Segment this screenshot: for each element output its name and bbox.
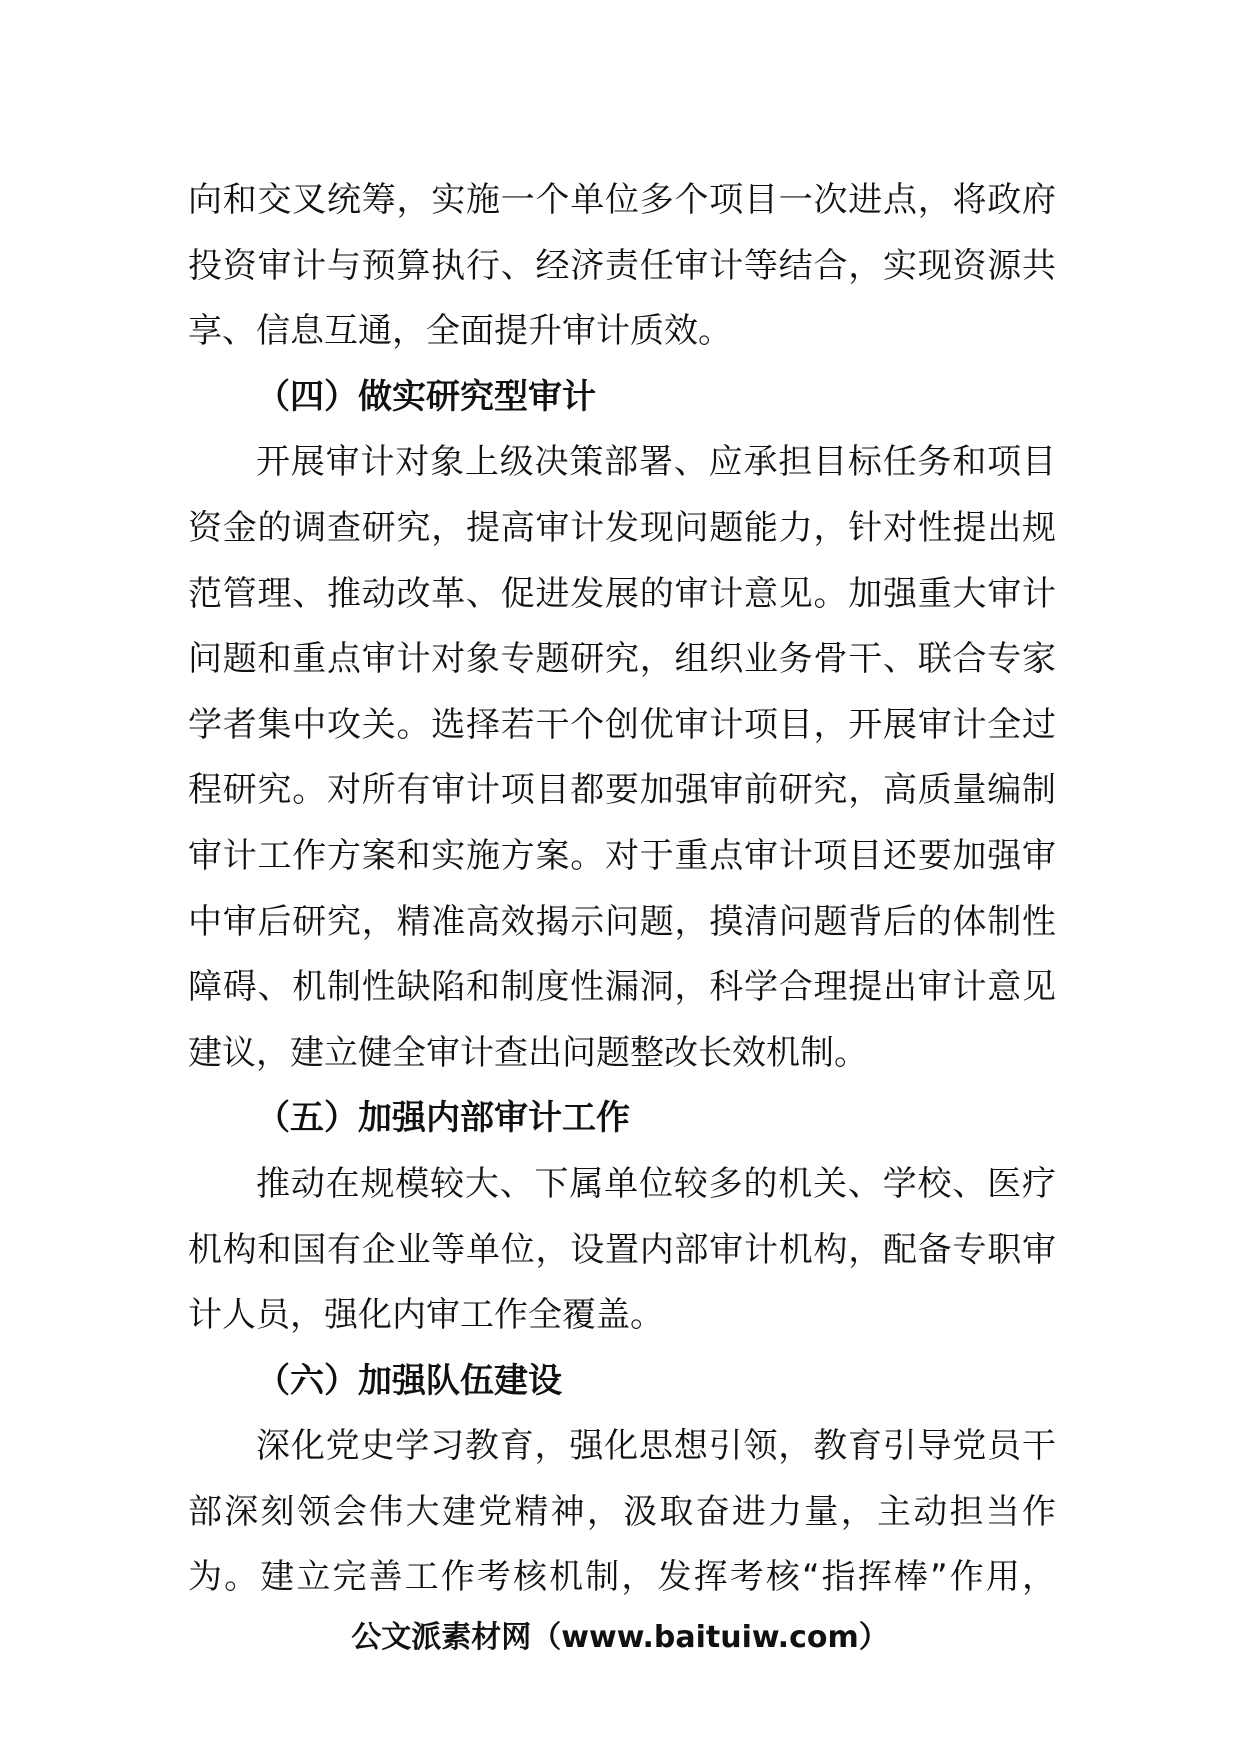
paragraph-line: 学者集中攻关。选择若干个创优审计项目，开展审计全过 <box>188 704 1056 745</box>
paragraph-line: 为。建立完善工作考核机制，发挥考核“指挥棒”作用， <box>188 1557 1056 1598</box>
paragraph-line: 投资审计与预算执行、经济责任审计等结合，实现资源共 <box>188 245 1056 286</box>
section-heading-6: （六）加强队伍建设 <box>256 1360 562 1401</box>
paragraph-line: 部深刻领会伟大建党精神，汲取奋进力量，主动担当作 <box>188 1491 1056 1532</box>
document-body <box>188 168 1056 1611</box>
paragraph-line: 向和交叉统筹，实施一个单位多个项目一次进点，将政府 <box>188 180 1056 220</box>
paragraph-line: 程研究。对所有审计项目都要加强审前研究，高质量编制 <box>188 770 1056 811</box>
paragraph-line: 建议，建立健全审计查出问题整改长效机制。 <box>188 1032 868 1073</box>
section-heading-5: （五）加强内部审计工作 <box>256 1098 630 1139</box>
paragraph-line: 中审后研究，精准高效揭示问题，摸清问题背后的体制性 <box>188 901 1056 942</box>
section-heading-4: （四）做实研究型审计 <box>256 376 596 417</box>
paragraph-line: 机构和国有企业等单位，设置内部审计机构，配备专职审 <box>188 1229 1056 1270</box>
paragraph-line: 享、信息互通，全面提升审计质效。 <box>188 311 732 352</box>
paragraph-line: 资金的调查研究，提高审计发现问题能力，针对性提出规 <box>188 507 1056 548</box>
paragraph-line: 推动在规模较大、下属单位较多的机关、学校、医疗 <box>256 1163 1056 1204</box>
paragraph-line: 开展审计对象上级决策部署、应承担目标任务和项目 <box>256 442 1056 483</box>
paragraph-line: 审计工作方案和实施方案。对于重点审计项目还要加强审 <box>188 835 1056 876</box>
paragraph-line: 范管理、推动改革、促进发展的审计意见。加强重大审计 <box>188 573 1056 614</box>
footer-watermark: 公文派素材网（www.baituiw.com） <box>351 1620 889 1655</box>
paragraph-line: 计人员，强化内审工作全覆盖。 <box>188 1295 664 1336</box>
paragraph-line: 问题和重点审计对象专题研究，组织业务骨干、联合专家 <box>188 639 1056 680</box>
paragraph-line: 障碍、机制性缺陷和制度性漏洞，科学合理提出审计意见 <box>188 967 1056 1008</box>
paragraph-line: 深化党史学习教育，强化思想引领，教育引导党员干 <box>256 1426 1056 1467</box>
